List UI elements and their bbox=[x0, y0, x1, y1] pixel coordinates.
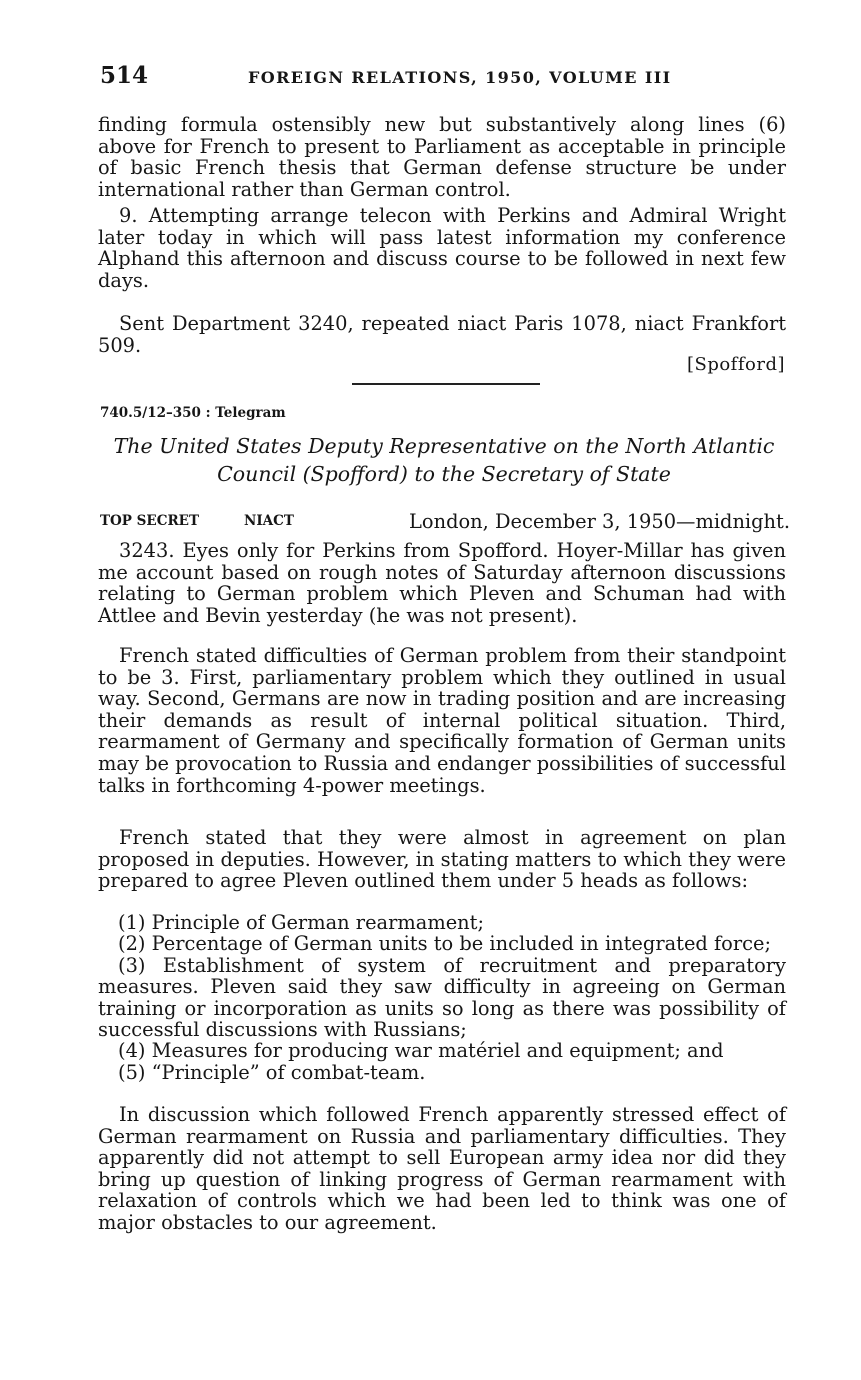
list-item: (5) “Principle” of combat-team. bbox=[118, 1060, 426, 1084]
list-item: (2) Percentage of German units to be included in integrated force; bbox=[118, 932, 771, 956]
body-paragraph-1: 3243. Eyes only for Perkins from Spofford. Hoyer-Millar has given me account based on rough notes of Saturday afternoon discussions relating to German problem which Pleven and Schuman had with Attlee and Bevin yesterday (he was not present). bbox=[98, 539, 786, 627]
list-item: (1) Principle of German rearmament; bbox=[118, 911, 484, 934]
title-line-1: The United States Deputy Representative on the North Atlantic bbox=[113, 434, 775, 458]
priority-label: NIACT bbox=[244, 513, 294, 529]
sent-line: Sent Department 3240, repeated niact Paris 1078, niact Frankfort 509. bbox=[98, 312, 786, 357]
body-paragraph-2: French stated difficulties of German problem from their standpoint to be 3. First, parliamentary problem which they outlined in usual way. Second, Germans are now in trading position and are increasing their demands as result of internal political situation. Third, rearmament of Germany and specifically formation of German units may be provocation to Russia and endanger possibilities of successful talks in forthcoming 4-power meetings. bbox=[98, 644, 786, 797]
heads-list bbox=[98, 912, 786, 1083]
document-title bbox=[100, 432, 788, 488]
continuation-paragraph: finding formula ostensibly new but substantively along lines (6) above for French to present to Parliament as acceptable in principle of basic French thesis that German defense structure be under international rather than German control. bbox=[98, 113, 786, 201]
title-line-2: Council (Spofford) to the Secretary of State bbox=[217, 462, 671, 486]
place-date: London, December 3, 1950—midnight. bbox=[409, 510, 790, 533]
file-reference: 740.5/12–350 : Telegram bbox=[100, 405, 286, 421]
signature: [Spofford] bbox=[686, 354, 785, 375]
section-divider bbox=[352, 383, 540, 385]
closing-paragraph: In discussion which followed French apparently stressed effect of German rearmament on Russia and parliamentary difficulties. They apparently did not attempt to sell European army idea nor did they bring up question of linking progress of German rearmament with relaxation of controls which we had been led to think was one of major obstacles to our agreement. bbox=[98, 1103, 786, 1234]
list-item: (4) Measures for producing war matériel and equipment; and bbox=[118, 1039, 724, 1063]
page-number: 514 bbox=[100, 62, 149, 89]
continuation-paragraph-9: 9. Attempting arrange telecon with Perkins and Admiral Wright later today in which will pass latest information my conference Alphand this afternoon and discuss course to be followed in next few days. bbox=[98, 204, 786, 292]
page-header bbox=[100, 62, 790, 98]
list-item: (3) Establishment of system of recruitment and preparatory measures. Pleven said they saw difficulty in agreeing on German training or incorporation as units so long as there was possibility of successful discussions with Russians; bbox=[98, 953, 786, 1042]
running-head: FOREIGN RELATIONS, 1950, VOLUME III bbox=[248, 68, 672, 87]
body-paragraph-3: French stated that they were almost in agreement on plan proposed in deputies. However, in stating matters to which they were prepared to agree Pleven outlined them under 5 heads as follows: bbox=[98, 826, 786, 893]
classification-label: TOP SECRET bbox=[100, 513, 199, 529]
dateline bbox=[100, 510, 790, 534]
